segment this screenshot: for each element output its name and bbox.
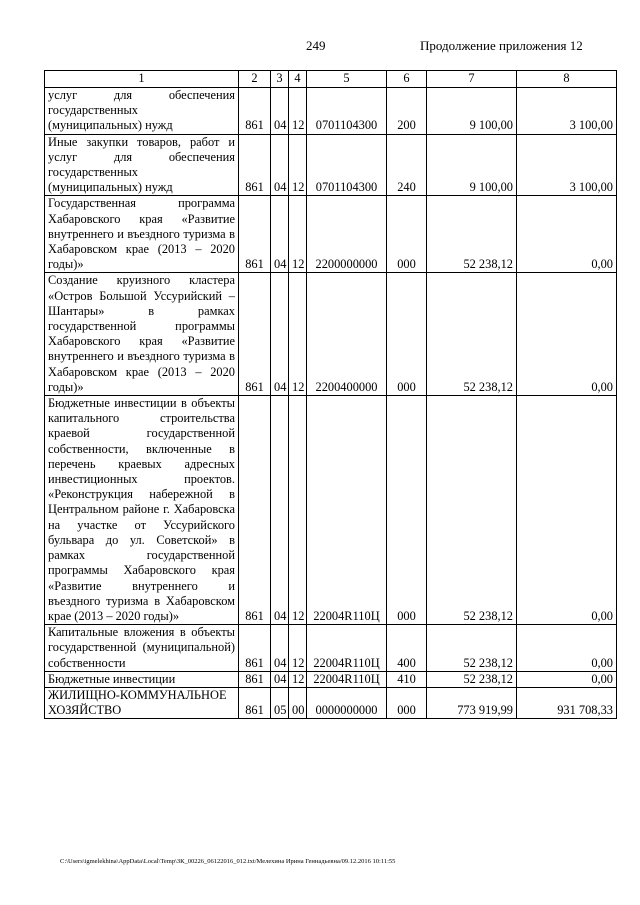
amount-cell: 931 708,33 <box>517 687 617 718</box>
row-name-cell: Бюджетные инвестиции <box>45 671 239 687</box>
amount-cell: 0,00 <box>517 396 617 625</box>
amount-cell: 9 100,00 <box>427 88 517 135</box>
admin-code-cell: 861 <box>239 687 271 718</box>
amount-cell: 3 100,00 <box>517 134 617 196</box>
expense-type-cell: 000 <box>387 273 427 396</box>
page-number: 249 <box>306 38 326 53</box>
table-row <box>45 671 617 687</box>
column-header: 6 <box>387 71 427 88</box>
row-name-cell: Бюджетные инвестиции в объекты капитального строительства краевой государственной собственности, включенные в перечень краевых адресных инвестиционных проектов. «Реконструкция набережной в Центральном районе г. Хабаровска на участке от Уссурийского бульвара до ул. Советской» в рамках государственной программы Хабаровского края «Развитие внутреннего и въездного туризма в Хабаровском крае (2013 – 2020 годы)» <box>45 396 239 625</box>
target-article-cell: 22004R110Ц <box>307 671 387 687</box>
table-row <box>45 134 617 196</box>
expense-type-cell: 240 <box>387 134 427 196</box>
admin-code-cell: 861 <box>239 625 271 672</box>
target-article-cell: 0701104300 <box>307 88 387 135</box>
expense-type-cell: 000 <box>387 687 427 718</box>
column-header: 5 <box>307 71 387 88</box>
admin-code-cell: 861 <box>239 273 271 396</box>
column-header: 3 <box>271 71 289 88</box>
target-article-cell: 22004R110Ц <box>307 625 387 672</box>
subsection-cell: 12 <box>289 273 307 396</box>
amount-cell: 9 100,00 <box>427 134 517 196</box>
section-cell: 04 <box>271 273 289 396</box>
amount-cell: 0,00 <box>517 625 617 672</box>
section-cell: 04 <box>271 196 289 273</box>
subsection-cell: 12 <box>289 88 307 135</box>
amount-cell: 52 238,12 <box>427 196 517 273</box>
admin-code-cell: 861 <box>239 88 271 135</box>
table-row <box>45 273 617 396</box>
amount-cell: 52 238,12 <box>427 671 517 687</box>
target-article-cell: 0701104300 <box>307 134 387 196</box>
row-name-cell: Капитальные вложения в объекты государственной (муниципальной) собственности <box>45 625 239 672</box>
appendix-continuation-title: Продолжение приложения 12 <box>420 38 583 53</box>
row-name-cell: Государственная программа Хабаровского края «Развитие внутреннего и въездного туризма в Хабаровском крае (2013 – 2020 годы)» <box>45 196 239 273</box>
budget-table <box>44 70 617 719</box>
section-cell: 05 <box>271 687 289 718</box>
table-row <box>45 196 617 273</box>
document-file-path: C:\Users\igmelekhina\AppData\Local\Temp\ЗК_00226_06122016_012.txt/Мелехина Ирина Геннадьевна/09.12.2016 10:11:55 <box>60 858 396 865</box>
expense-type-cell: 000 <box>387 396 427 625</box>
section-cell: 04 <box>271 88 289 135</box>
section-cell: 04 <box>271 134 289 196</box>
section-cell: 04 <box>271 396 289 625</box>
table-row <box>45 88 617 135</box>
column-header: 8 <box>517 71 617 88</box>
subsection-cell: 12 <box>289 396 307 625</box>
subsection-cell: 00 <box>289 687 307 718</box>
section-cell: 04 <box>271 625 289 672</box>
target-article-cell: 2200400000 <box>307 273 387 396</box>
amount-cell: 3 100,00 <box>517 88 617 135</box>
admin-code-cell: 861 <box>239 671 271 687</box>
row-name-cell: ЖИЛИЩНО-КОММУНАЛЬНОЕ ХОЗЯЙСТВО <box>45 687 239 718</box>
target-article-cell: 22004R110Ц <box>307 396 387 625</box>
amount-cell: 0,00 <box>517 196 617 273</box>
amount-cell: 52 238,12 <box>427 396 517 625</box>
amount-cell: 773 919,99 <box>427 687 517 718</box>
amount-cell: 52 238,12 <box>427 273 517 396</box>
table-header-row <box>45 71 617 88</box>
column-header: 1 <box>45 71 239 88</box>
column-header: 4 <box>289 71 307 88</box>
column-header: 2 <box>239 71 271 88</box>
amount-cell: 0,00 <box>517 671 617 687</box>
target-article-cell: 0000000000 <box>307 687 387 718</box>
table-row <box>45 396 617 625</box>
table-row <box>45 625 617 672</box>
subsection-cell: 12 <box>289 134 307 196</box>
row-name-cell: услуг для обеспечения государственных (муниципальных) нужд <box>45 88 239 135</box>
section-cell: 04 <box>271 671 289 687</box>
admin-code-cell: 861 <box>239 134 271 196</box>
expense-type-cell: 410 <box>387 671 427 687</box>
expense-type-cell: 200 <box>387 88 427 135</box>
row-name-cell: Создание круизного кластера «Остров Большой Уссурийский – Шантары» в рамках государственной программы Хабаровского края «Развитие внутреннего и въездного туризма в Хабаровском крае (2013 – 2020 годы)» <box>45 273 239 396</box>
subsection-cell: 12 <box>289 196 307 273</box>
amount-cell: 0,00 <box>517 273 617 396</box>
expense-type-cell: 000 <box>387 196 427 273</box>
admin-code-cell: 861 <box>239 196 271 273</box>
subsection-cell: 12 <box>289 625 307 672</box>
expense-type-cell: 400 <box>387 625 427 672</box>
admin-code-cell: 861 <box>239 396 271 625</box>
subsection-cell: 12 <box>289 671 307 687</box>
amount-cell: 52 238,12 <box>427 625 517 672</box>
row-name-cell: Иные закупки товаров, работ и услуг для обеспечения государственных (муниципальных) нужд <box>45 134 239 196</box>
target-article-cell: 2200000000 <box>307 196 387 273</box>
column-header: 7 <box>427 71 517 88</box>
table-row <box>45 687 617 718</box>
